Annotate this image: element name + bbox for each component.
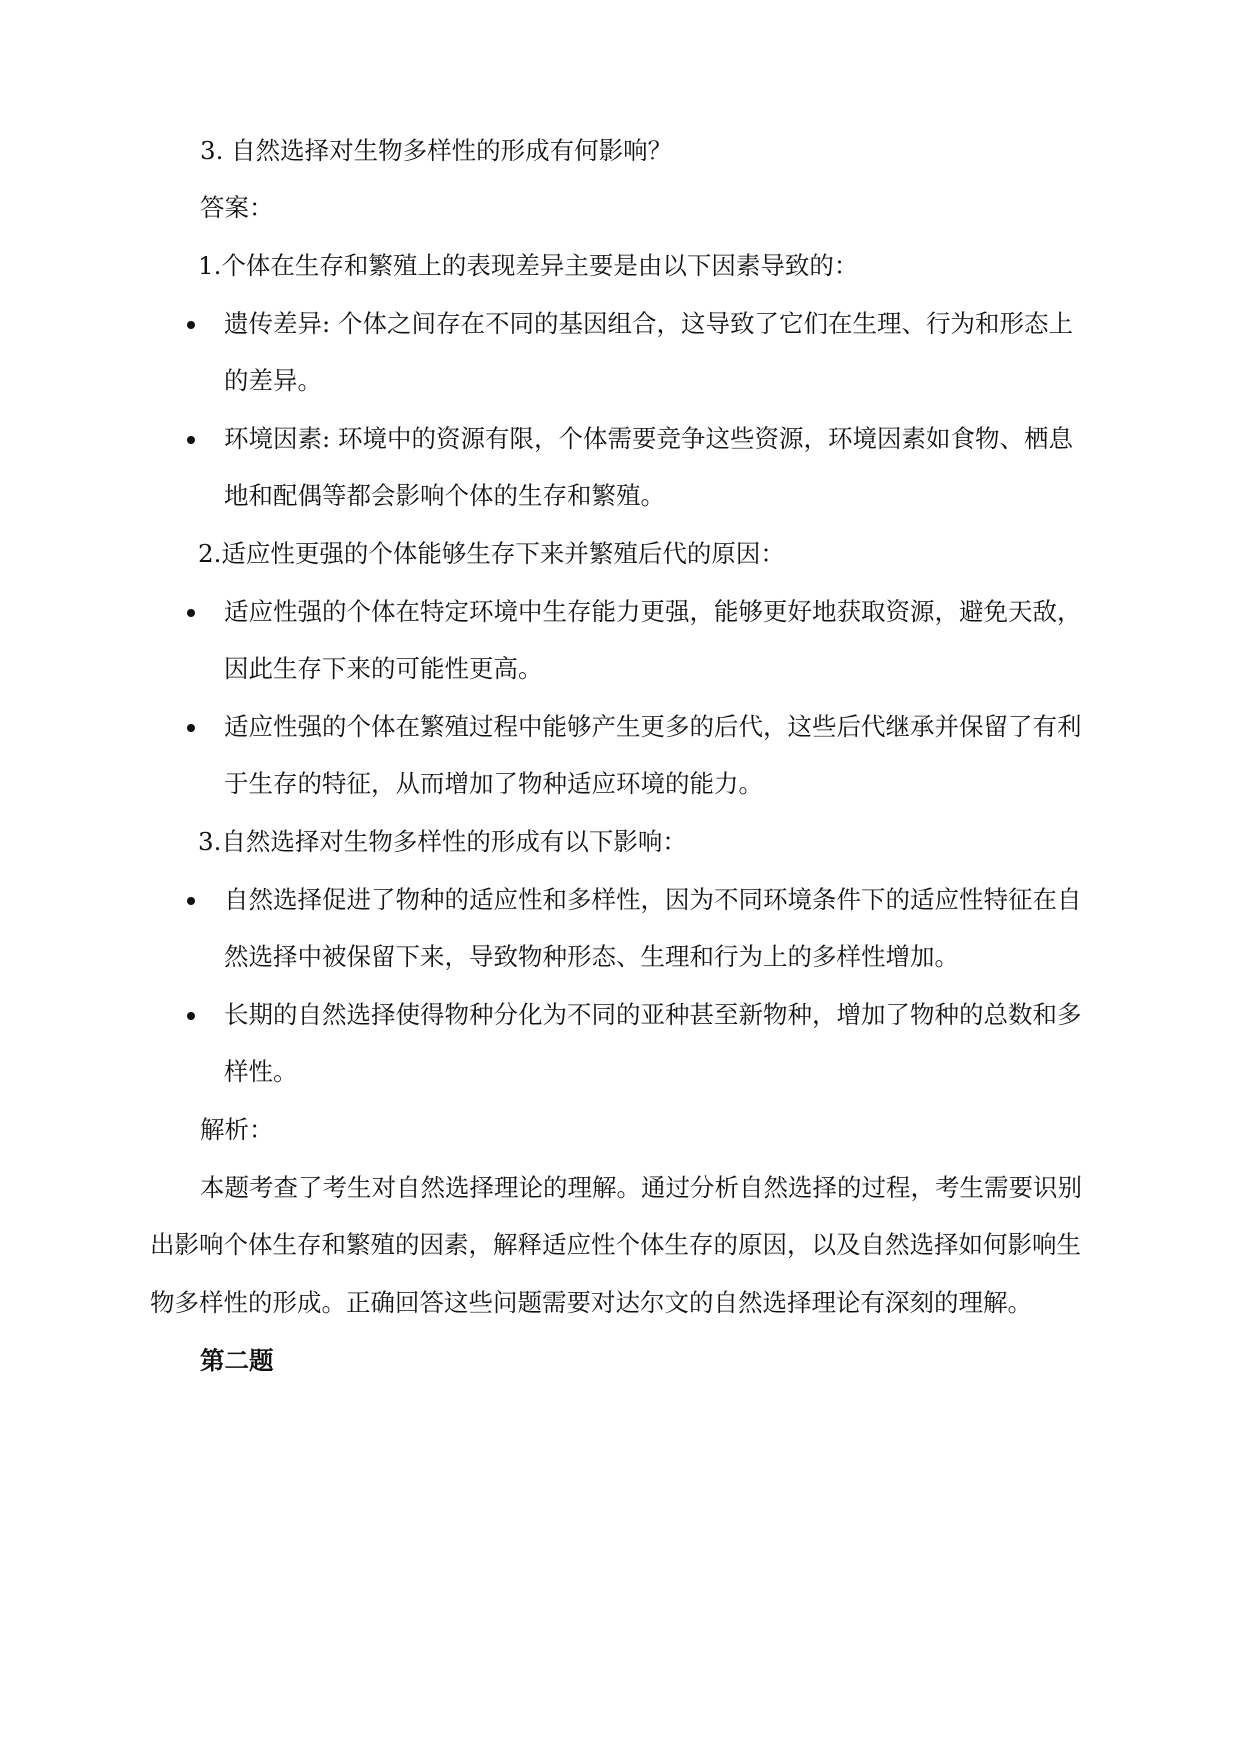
answer-label: 答案：: [200, 193, 274, 222]
section3-heading: 3.自然选择对生物多样性的形成有以下影响：: [198, 827, 687, 856]
section1-bullet1-line1: 遗传差异: 个体之间存在不同的基因组合，这导致了它们在生理、行为和形态上: [224, 309, 1074, 338]
question-line: 3. 自然选择对生物多样性的形成有何影响？: [200, 136, 673, 165]
section2-heading: 2.适应性更强的个体能够生存下来并繁殖后代的原因：: [198, 539, 785, 568]
section1-bullet1-line2: 的差异。: [224, 366, 322, 395]
section3-bullet2-line1: 长期的自然选择使得物种分化为不同的亚种甚至新物种，增加了物种的总数和多: [224, 1000, 1082, 1029]
section2-bullet1-line2: 因此生存下来的可能性更高。: [224, 654, 543, 683]
section3-bullet2-line2: 样性。: [224, 1057, 298, 1086]
section2-bullet2-line1: 适应性强的个体在繁殖过程中能够产生更多的后代，这些后代继承并保留了有利: [224, 712, 1082, 741]
analysis-line3: 物多样性的形成。正确回答这些问题需要对达尔文的自然选择理论有深刻的理解。: [150, 1288, 1032, 1317]
bullet-icon: [187, 321, 195, 329]
bullet-icon: [187, 897, 195, 905]
analysis-line2: 出影响个体生存和繁殖的因素，解释适应性个体生存的原因，以及自然选择如何影响生: [150, 1230, 1081, 1259]
section1-bullet2-line2: 地和配偶等都会影响个体的生存和繁殖。: [224, 481, 665, 510]
bullet-icon: [187, 1012, 195, 1020]
bullet-icon: [187, 724, 195, 732]
bullet-icon: [187, 609, 195, 617]
section1-bullet2-line1: 环境因素: 环境中的资源有限，个体需要竞争这些资源，环境因素如食物、栖息: [224, 424, 1074, 453]
analysis-label: 解析：: [200, 1115, 274, 1144]
section1-heading: 1.个体在生存和繁殖上的表现差异主要是由以下因素导致的：: [198, 251, 859, 280]
section3-bullet1-line2: 然选择中被保留下来，导致物种形态、生理和行为上的多样性增加。: [224, 942, 959, 971]
next-question-heading: 第二题: [200, 1346, 274, 1375]
bullet-icon: [187, 436, 195, 444]
section2-bullet2-line2: 于生存的特征，从而增加了物种适应环境的能力。: [224, 769, 763, 798]
section3-bullet1-line1: 自然选择促进了物种的适应性和多样性，因为不同环境条件下的适应性特征在自: [224, 885, 1082, 914]
analysis-line1: 本题考查了考生对自然选择理论的理解。通过分析自然选择的过程，考生需要识别: [200, 1173, 1082, 1202]
section2-bullet1-line1: 适应性强的个体在特定环境中生存能力更强，能够更好地获取资源，避免天敌，: [224, 597, 1082, 626]
